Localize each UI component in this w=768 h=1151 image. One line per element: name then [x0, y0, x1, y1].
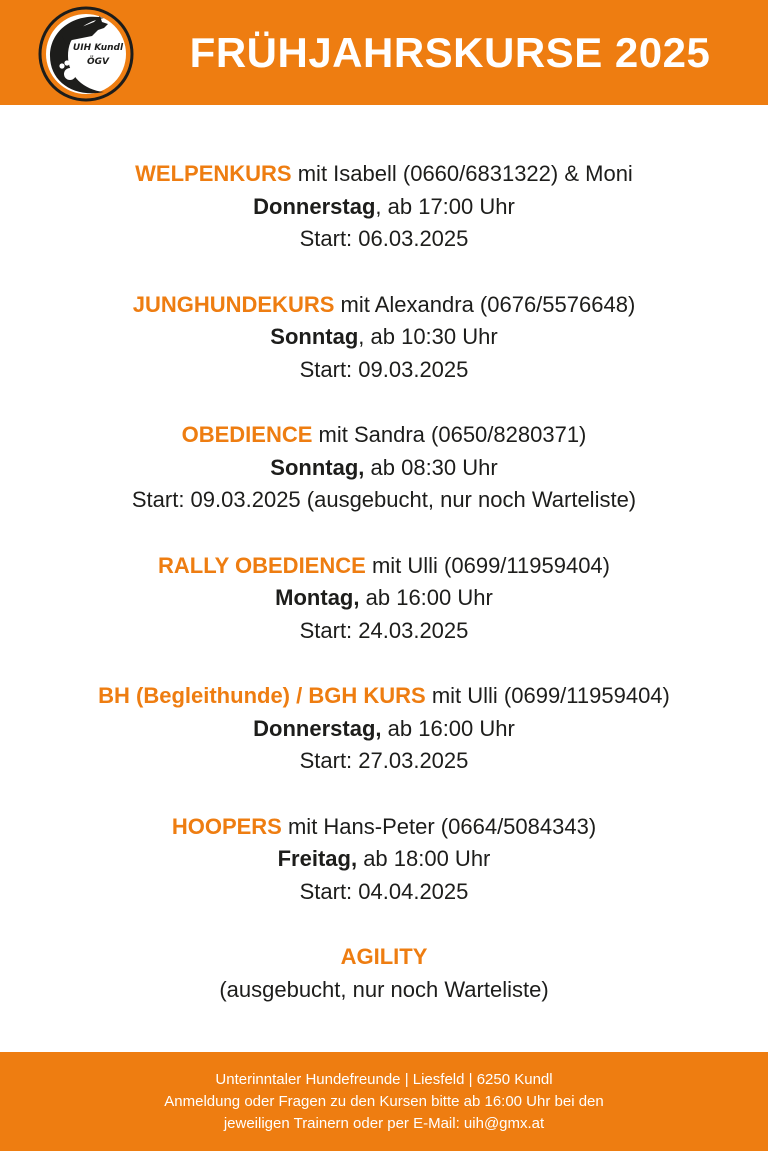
course-agility	[0, 941, 768, 1006]
course-junghundekurs	[0, 289, 768, 387]
course-time: ab 16:00 Uhr	[365, 585, 493, 610]
course-trainer: mit Sandra (0650/8280371)	[318, 422, 587, 447]
course-bh-bgh	[0, 680, 768, 778]
club-logo-icon	[38, 6, 134, 102]
course-start: Start: 04.04.2025	[299, 878, 469, 904]
course-time: , ab 10:30 Uhr	[358, 324, 498, 349]
course-day: Sonntag,	[270, 454, 365, 480]
course-list	[0, 158, 768, 1039]
course-name: HOOPERS	[171, 813, 282, 839]
logo-text-club: UIH Kundl	[72, 43, 124, 53]
course-name: WELPENKURS	[135, 161, 292, 186]
course-start: Start: 09.03.2025 (ausgebucht, nur noch Warteliste)	[131, 487, 637, 512]
course-note: (ausgebucht, nur noch Warteliste)	[219, 976, 549, 1002]
course-trainer: mit Isabell (0660/6831322) & Moni	[297, 161, 633, 186]
course-day: Donnerstag,	[253, 715, 382, 741]
course-trainer: mit Ulli (0699/11959404)	[371, 552, 610, 578]
course-name: BH (Begleithunde) / BGH KURS	[98, 683, 426, 708]
course-name: JUNGHUNDEKURS	[132, 291, 335, 317]
header-banner	[0, 0, 768, 105]
course-time: ab 16:00 Uhr	[387, 715, 515, 741]
course-start: Start: 06.03.2025	[299, 226, 469, 251]
course-hoopers	[0, 811, 768, 909]
course-time: ab 18:00 Uhr	[363, 846, 491, 871]
course-name: OBEDIENCE	[181, 422, 313, 447]
course-start: Start: 27.03.2025	[299, 748, 469, 773]
course-trainer: mit Ulli (0699/11959404)	[431, 683, 670, 708]
course-name: RALLY OBEDIENCE	[157, 552, 366, 578]
course-time: ab 08:30 Uhr	[370, 454, 498, 480]
footer-banner	[0, 1052, 768, 1151]
course-day: Montag,	[275, 585, 360, 610]
page-title: FRÜHJAHRSKURSE 2025	[189, 28, 711, 76]
course-start: Start: 09.03.2025	[299, 356, 469, 382]
course-rally-obedience	[0, 550, 768, 648]
course-start: Start: 24.03.2025	[299, 617, 469, 643]
course-trainer: mit Alexandra (0676/5576648)	[340, 291, 636, 317]
footer-registration-info: Anmeldung oder Fragen zu den Kursen bitte ab 16:00 Uhr bei den	[164, 1092, 604, 1110]
course-welpenkurs	[0, 158, 768, 256]
logo-text-association: ÖGV	[86, 57, 110, 67]
course-trainer: mit Hans-Peter (0664/5084343)	[287, 813, 597, 839]
course-day: Donnerstag	[253, 193, 376, 219]
course-obedience	[0, 419, 768, 517]
course-name: AGILITY	[340, 944, 428, 969]
footer-address: Unterinntaler Hundefreunde | Liesfeld | 6250 Kundl	[215, 1070, 553, 1088]
footer-contact: jeweiligen Trainern oder per E-Mail: uih@gmx.at	[223, 1114, 545, 1132]
course-day: Freitag,	[277, 846, 358, 871]
course-time: , ab 17:00 Uhr	[375, 193, 515, 219]
course-day: Sonntag	[270, 324, 359, 349]
